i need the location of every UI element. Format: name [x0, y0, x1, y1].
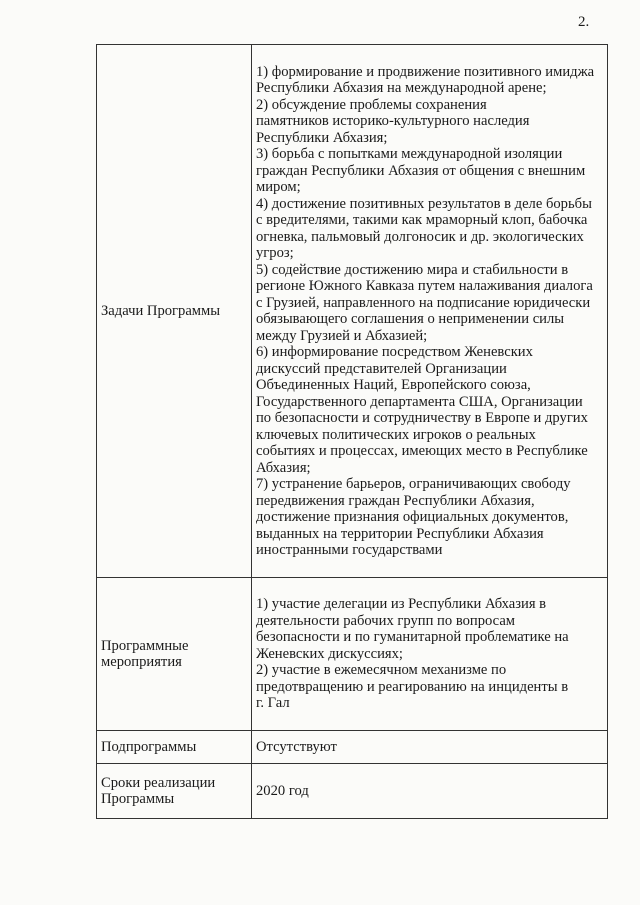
row-label — [97, 578, 252, 731]
text-line: 2) участие в ежемесячном механизме по — [256, 662, 507, 679]
text-line: предотвращению и реагированию на инциденты в — [256, 678, 569, 695]
row-value: 2020 год — [252, 764, 608, 819]
text-line: с вредителями, такими как мраморный клоп, бабочка — [256, 212, 588, 228]
table-row — [97, 578, 608, 731]
label-line: Программные — [101, 637, 189, 654]
text-line: дискуссий представителей Организации — [256, 360, 507, 377]
row-value — [252, 45, 608, 578]
text-line: миром; — [256, 179, 301, 195]
text-line: граждан Республики Абхазия от общения с внешним — [256, 162, 586, 179]
row-label — [97, 764, 252, 819]
text-line: обязывающего соглашения о неприменении силы — [256, 311, 565, 327]
label-line: Сроки реализации — [101, 774, 216, 791]
label-line: мероприятия — [101, 654, 182, 670]
text-line: деятельности рабочих групп по вопросам — [256, 612, 516, 629]
text-line: с Грузией, направленного на подписание юридически — [256, 294, 591, 311]
text-line: 6) информирование посредством Женевских — [256, 344, 533, 360]
text-line: Республики Абхазия; — [256, 129, 388, 146]
text-line: Государственного департамента США, Организации — [256, 393, 583, 410]
text-line: Женевских дискуссиях; — [256, 645, 403, 662]
text-line: 1) формирование и продвижение позитивного имиджа — [256, 63, 595, 80]
text-line: памятников историко-культурного наследия — [256, 113, 530, 129]
text-line: безопасности и по гуманитарной проблематике на — [256, 629, 569, 646]
text-line: между Грузией и Абхазией; — [256, 327, 428, 344]
row-label: Подпрограммы — [97, 731, 252, 764]
text-line: ключевых политических игроков о реальных — [256, 426, 536, 443]
text-line: 3) борьба с попытками международной изоляции — [256, 146, 563, 162]
text-line: событиях и процессах, имеющих место в Республике — [256, 443, 588, 459]
page-number: 2. — [578, 14, 590, 30]
label-line: Программы — [101, 791, 175, 807]
row-label: Задачи Программы — [97, 45, 252, 578]
table-row — [97, 764, 608, 819]
text-line: Объединенных Наций, Европейского союза, — [256, 377, 531, 393]
text-line: 5) содействие достижению мира и стабильности в — [256, 261, 569, 278]
text-line: 7) устранение барьеров, ограничивающих свободу — [256, 476, 571, 492]
text-line: регионе Южного Кавказа путем налаживания диалога — [256, 278, 593, 294]
text-line: достижение признания официальных документов, — [256, 509, 569, 525]
text-line: 4) достижение позитивных результатов в деле борьбы — [256, 195, 592, 212]
table-row — [97, 45, 608, 578]
row-value — [252, 578, 608, 731]
program-passport-table — [96, 44, 608, 819]
text-line: угроз; — [256, 245, 294, 261]
text-line: по безопасности и сотрудничеству в Европе и других — [256, 410, 588, 426]
text-line: выданных на территории Республики Абхазия — [256, 525, 544, 542]
text-line: 1) участие делегации из Республики Абхазия в — [256, 596, 547, 613]
text-line: 2) обсуждение проблемы сохранения — [256, 96, 487, 113]
text-line: передвижения граждан Республики Абхазия, — [256, 492, 535, 509]
text-line: Республики Абхазия на международной арене; — [256, 80, 547, 96]
text-line: г. Гал — [256, 695, 290, 712]
row-value: Отсутствуют — [252, 731, 608, 764]
text-line: иностранными государствами — [256, 542, 443, 558]
table-row — [97, 731, 608, 764]
text-line: огневка, пальмовый долгоносик и др. экологических — [256, 228, 584, 245]
text-line: Абхазия; — [256, 459, 311, 476]
